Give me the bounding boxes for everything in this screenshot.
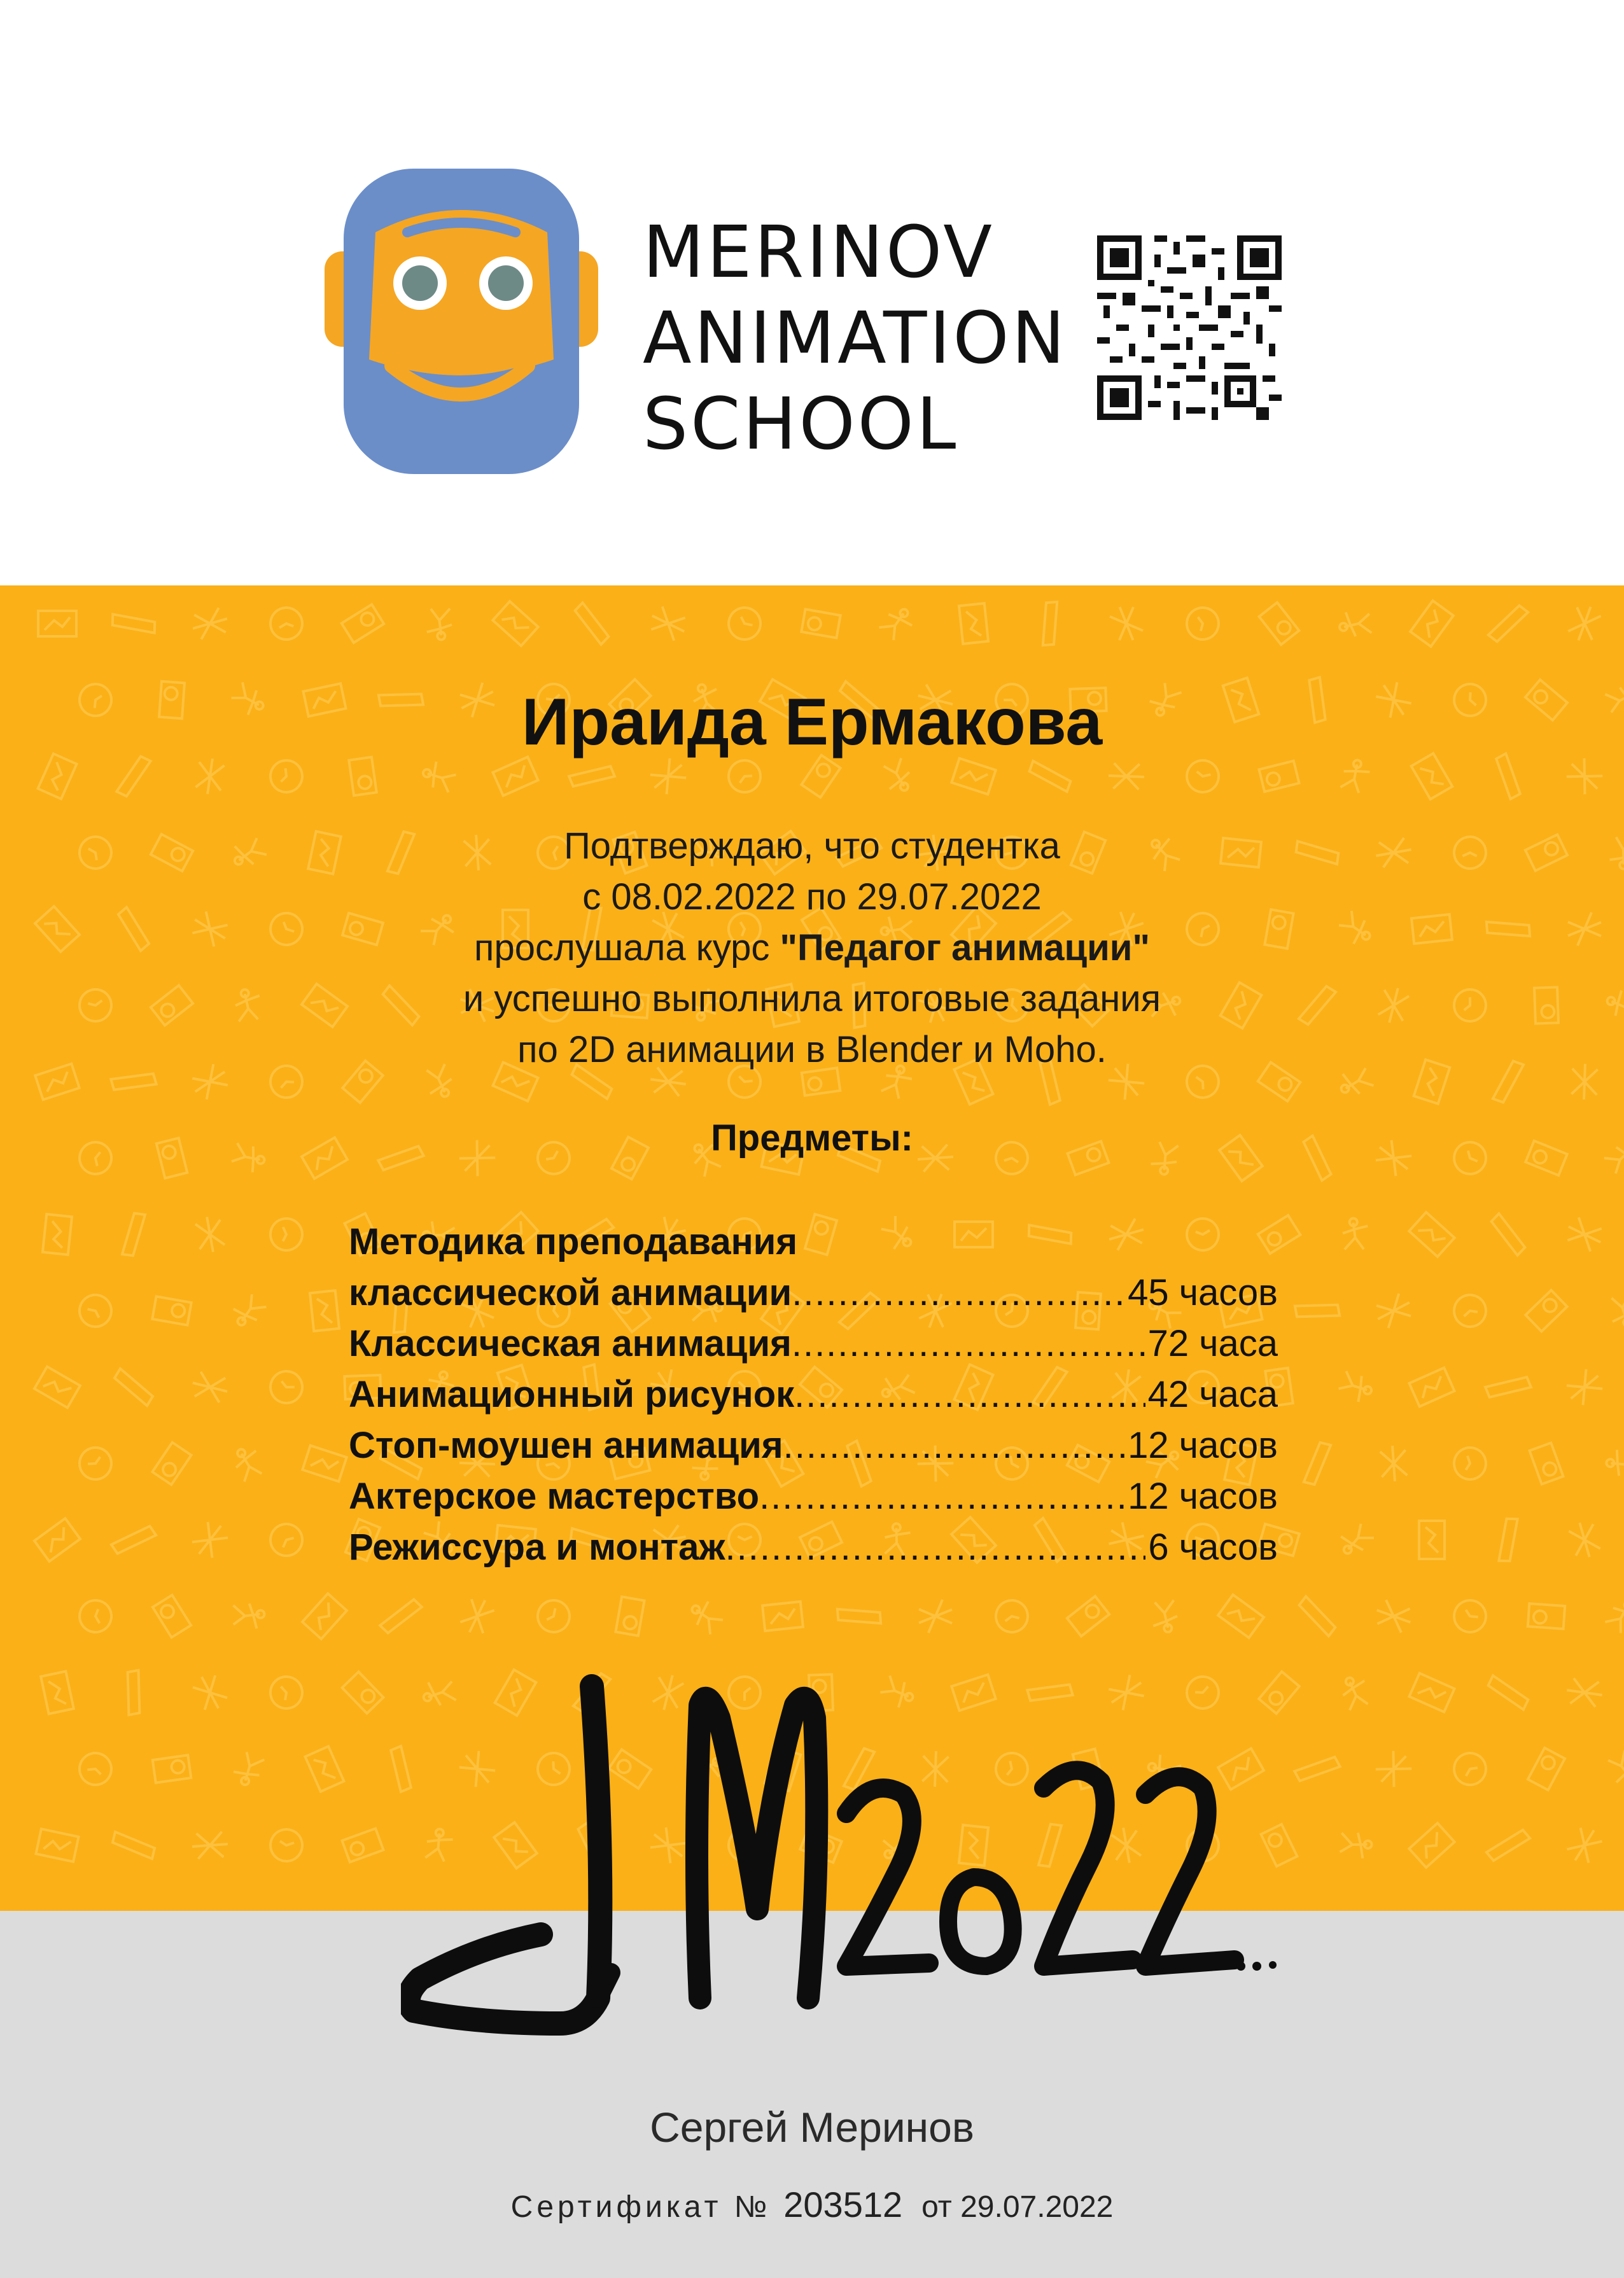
doodle-icon	[647, 755, 690, 798]
doodle-icon	[532, 1595, 575, 1637]
doodle-icon	[1525, 1290, 1567, 1332]
doodle-icon	[38, 753, 77, 799]
certificate-number-label: Сертификат №	[510, 2190, 771, 2224]
doodle-icon	[615, 1597, 644, 1635]
doodle-icon	[567, 758, 617, 795]
doodle-icon	[1183, 604, 1222, 643]
doodle-icon	[647, 604, 690, 643]
certificate-number: 203512	[783, 2184, 903, 2225]
doodle-icon	[79, 1447, 113, 1481]
doodle-icon	[268, 1674, 304, 1710]
doodle-icon	[1609, 1294, 1624, 1328]
doodle-icon	[1452, 1750, 1488, 1787]
doodle-icon	[1409, 1823, 1454, 1868]
doodle-icon	[152, 1443, 191, 1485]
subject-row	[349, 1318, 1278, 1369]
doodle-icon	[801, 609, 840, 638]
subject-row	[349, 1420, 1278, 1471]
doodle-icon	[302, 1593, 347, 1639]
doodle-icon	[310, 1290, 339, 1331]
doodle-icon	[1294, 1752, 1341, 1785]
doodle-icon	[232, 1602, 265, 1629]
intro-line: с 08.02.2022 по 29.07.2022	[582, 876, 1042, 918]
doodle-icon	[1563, 1215, 1606, 1254]
certificate-header	[0, 0, 1624, 585]
doodle-icon	[877, 603, 916, 643]
doodle-icon	[1067, 1597, 1109, 1637]
doodle-icon	[1372, 1291, 1415, 1331]
doodle-icon	[266, 603, 307, 645]
doodle-icon	[728, 760, 762, 793]
doodle-icon	[1603, 1596, 1624, 1636]
subject-label: классической анимации	[349, 1272, 792, 1313]
subject-hours: 12 часов	[1128, 1476, 1278, 1517]
doodle-icon	[111, 1667, 155, 1719]
doodle-icon	[801, 755, 840, 798]
doodle-icon	[342, 604, 384, 643]
doodle-icon	[1259, 761, 1299, 792]
subject-label: Актерское мастерство	[349, 1476, 760, 1517]
doodle-icon	[1340, 612, 1372, 637]
doodle-icon	[881, 757, 914, 795]
subject-row	[349, 1268, 1278, 1318]
logo-line: SCHOOL	[643, 383, 959, 466]
doodle-icon	[1452, 1292, 1488, 1329]
subject-label: Стоп-моушен анимация	[349, 1425, 783, 1466]
course-name: "Педагог анимации"	[780, 927, 1150, 968]
doodle-icon	[192, 1831, 229, 1859]
doodle-icon	[230, 1749, 267, 1789]
subject-row	[349, 1369, 1278, 1420]
certificate-number-line	[0, 2184, 1624, 2225]
certificate-intro	[0, 821, 1624, 1075]
doodle-icon	[1410, 601, 1453, 646]
doodle-icon	[1483, 1369, 1533, 1406]
doodle-icon	[36, 1829, 78, 1862]
doodle-icon	[1291, 1438, 1343, 1488]
doodle-icon	[1530, 1443, 1564, 1485]
signer-name: Сергей Меринов	[650, 2104, 974, 2151]
doodle-icon	[1485, 1667, 1531, 1719]
doodle-icon	[231, 1445, 264, 1483]
doodle-icon	[1409, 1368, 1454, 1407]
doodle-icon	[1565, 1677, 1604, 1707]
doodle-icon	[34, 1518, 80, 1562]
doodle-icon	[111, 1525, 157, 1554]
subject-hours: 12 часов	[1128, 1425, 1278, 1466]
doodle-icon	[1026, 597, 1074, 650]
doodle-icon	[190, 1671, 230, 1714]
doodle-icon	[108, 1819, 158, 1871]
doodle-icon	[1341, 1217, 1368, 1251]
doodle-icon	[1108, 763, 1144, 790]
doodle-icon	[34, 1367, 80, 1408]
doodle-icon	[1338, 757, 1373, 795]
doodle-icon	[1606, 1749, 1624, 1788]
doodle-icon	[43, 1214, 72, 1255]
doodle-icon	[1564, 1824, 1605, 1868]
doodle-icon	[833, 1593, 886, 1640]
doodle-icon	[959, 603, 988, 644]
doodle-icon	[108, 599, 160, 648]
doodle-icon	[376, 1598, 425, 1635]
logo-line: ANIMATION	[643, 297, 1068, 380]
doodle-icon	[914, 1598, 957, 1635]
doodle-icon	[41, 1671, 74, 1714]
doodle-icon	[152, 1296, 191, 1325]
doodle-icon	[1563, 1366, 1607, 1409]
robot-face-logo-icon	[325, 162, 598, 480]
doodle-icon	[951, 758, 995, 795]
doodle-icon	[1298, 1591, 1338, 1642]
doodle-icon	[426, 607, 453, 641]
doodle-icon	[190, 1371, 230, 1404]
doodle-icon	[153, 1595, 191, 1638]
subject-label-line: Методика преподавания	[349, 1221, 798, 1262]
qr-code-icon	[1097, 235, 1282, 420]
doodle-icon	[1528, 1604, 1565, 1629]
doodle-icon	[38, 611, 76, 636]
doodle-icon	[493, 757, 538, 796]
doodle-icon	[194, 1215, 225, 1254]
doodle-icon	[264, 1365, 309, 1409]
doodle-icon	[1218, 1595, 1264, 1638]
doodle-icon	[228, 1292, 268, 1331]
intro-line: Подтверждаю, что студентка	[564, 825, 1060, 867]
subjects-title: Предметы:	[711, 1117, 913, 1159]
subject-label: Классическая анимация	[349, 1323, 792, 1364]
doodle-icon	[108, 1208, 159, 1260]
doodle-icon	[1338, 1830, 1373, 1860]
intro-line: и успешно выполнила итоговые задания	[463, 978, 1161, 1019]
subject-hours: 6 часов	[1148, 1527, 1278, 1568]
doodle-icon	[992, 1597, 1031, 1635]
doodle-icon	[1448, 1594, 1492, 1638]
doodle-icon	[1180, 754, 1225, 799]
doodle-icon	[349, 757, 376, 795]
doodle-icon	[1567, 1520, 1602, 1561]
doodle-icon	[264, 1823, 308, 1867]
doodle-icon	[342, 1672, 384, 1713]
doodle-icon	[195, 757, 225, 795]
doodle-icon	[1373, 1598, 1415, 1635]
certificate-date: 29.07.2022	[960, 2190, 1114, 2224]
doodle-icon	[1448, 1441, 1492, 1485]
doodle-icon	[342, 1829, 384, 1862]
doodle-icon	[1336, 1521, 1376, 1560]
intro-line: по 2D анимации в Blender и Moho.	[517, 1029, 1107, 1070]
doodle-icon	[267, 1520, 305, 1559]
subject-hours: 72 часа	[1147, 1323, 1278, 1364]
school-logo-wordmark	[643, 210, 1068, 468]
doodle-icon	[75, 1596, 116, 1637]
doodle-icon	[686, 1597, 725, 1636]
doodle-icon	[302, 1446, 346, 1482]
doodle-icon	[1291, 1289, 1343, 1332]
doodle-icon	[305, 1746, 344, 1791]
student-name: Ираида Ермакова	[521, 685, 1103, 759]
doodle-icon	[1604, 1448, 1624, 1480]
doodle-icon	[1259, 603, 1299, 645]
doodle-icon	[1485, 1829, 1532, 1861]
doodle-icon	[1380, 1445, 1408, 1483]
doodle-icon	[1419, 1521, 1445, 1559]
doodle-icon	[1409, 1674, 1454, 1712]
subject-label: Режиссура и монтаж	[349, 1527, 725, 1568]
logo-line: MERINOV	[643, 211, 995, 294]
doodle-icon	[762, 1602, 803, 1631]
doodle-icon	[1490, 1210, 1527, 1259]
doodle-icon	[265, 1213, 307, 1255]
doodle-icon	[1336, 1368, 1375, 1404]
doodle-icon	[493, 601, 538, 646]
doodle-icon	[153, 1755, 191, 1782]
handwritten-signature	[401, 1667, 1292, 2062]
certificate-date-label: от	[921, 2190, 952, 2224]
doodle-icon	[1153, 1600, 1178, 1633]
intro-line	[0, 923, 1624, 974]
doodle-icon	[419, 758, 458, 795]
doodle-icon	[73, 1747, 118, 1792]
doodle-icon	[112, 1361, 155, 1413]
doodle-icon	[458, 1595, 497, 1638]
subjects-list	[349, 1217, 1278, 1573]
doodle-icon	[1567, 603, 1603, 645]
intro-text: прослушала курс	[474, 927, 780, 968]
doodle-icon	[74, 1289, 116, 1332]
subject-hours: 45 часов	[1128, 1272, 1278, 1313]
doodle-icon	[1563, 755, 1606, 798]
doodle-icon	[1340, 1675, 1370, 1711]
doodle-icon	[264, 754, 309, 799]
subject-row	[349, 1522, 1278, 1573]
doodle-icon	[189, 1518, 231, 1562]
doodle-icon	[574, 599, 610, 648]
doodle-icon	[190, 606, 231, 641]
doodle-icon	[1528, 1748, 1565, 1790]
subject-hours: 42 часа	[1147, 1374, 1278, 1415]
doodle-icon	[1372, 1747, 1415, 1791]
subject-row	[349, 1471, 1278, 1522]
doodle-icon	[1483, 604, 1534, 644]
doodle-icon	[1108, 603, 1145, 645]
doodle-icon	[723, 602, 766, 645]
doodle-icon	[1409, 1212, 1454, 1257]
subject-label: Анимационный рисунок	[349, 1374, 795, 1415]
doodle-icon	[1483, 1514, 1532, 1566]
